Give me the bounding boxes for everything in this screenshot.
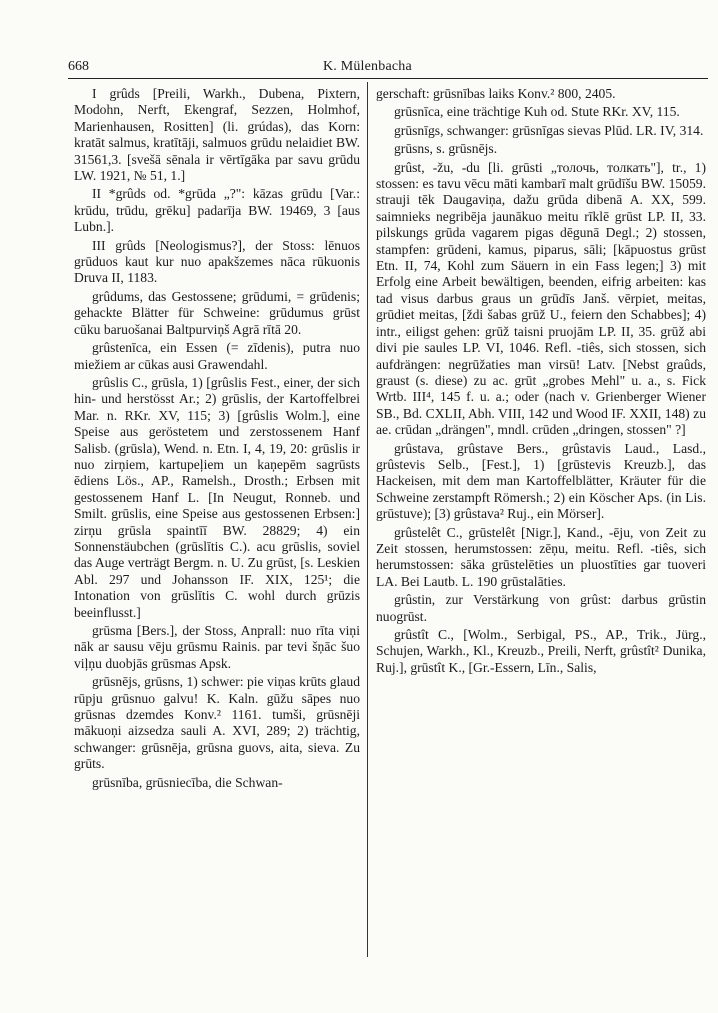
entry-grustelet: grûstelêt C., grūstelêt [Nigr.], Kand., -ēju, von Zeit zu Zeit stossen, herumstossen: zēņu, meitu. Refl. -tiês, sich herumstossen: sāka grūstelēties un pluostīties gar tuoveri LA. Bei Lautb. L. 190 grūstalāties. <box>376 524 706 589</box>
entry-grusnejs: grūsnējs, grūsns, 1) schwer: pie viņas krūts glaud rūpju grūsnuo galvu! K. Kaln. gūžu sāpes nuo grūsnas dzemdes Konv.² 1161. tumši, grūsnēji mākuoņi aizsedza sauli A. XVI, 289; 2) trächtig, schwanger: grūsnēja, grūsna guovs, aita, sieva. Zu grūts. <box>74 674 360 772</box>
entry-grust: grûst, -žu, -du [li. grūsti „толочь, толкать"], tr., 1) stossen: es tavu vēcu māti kambarī malt grūdīšu BW. 15059. strauji tēk Daugaviņa, dažu grūda dibenā A. XX, 599. saimnieks negribēja jaunākuo meitu rīklē grūst LP. II, 33. pilskungs grūda vagarem pigas dēgunā Degl.; 2) stossen, stampfen: grūdeni, kamus, piparus, sāli; [kāpuostus grūst Etn. II, 74, Kohl zum Säuern in ein Fass legen;] 3) mit Erfolg eine Arbeit bewältigen, beenden, eifrig arbeiten: kas tad visus darbus graus un grūdīs Janš. vērpiet, meitas, grūdiet meitas, [ždi šabas grūž U., feiern den Schabbes]; 4) intr., eiligst gehen: grūž taisni pruojām LP. II, 35. grūž abi divi pie saules LP. VI, 1046. Refl. -tiês, sich stossen, sich aufdrängen: negrūžaties man virsū! Latv. [Nebst graûds, graust (s. diese) zu ac. grūt „grobes Mehl" u. a., s. Fick Wrtb. III⁴, 145 f. u. a.; oder (nach v. Grienberger Wiener SB., Bd. CXLII, Abh. VIII, 142 und Wood IF. XXII, 148) zu ae. crūdan „drängen", mndl. crūden „dringen, stossen" ?] <box>376 159 706 438</box>
entry-grusma: grūsma [Bers.], der Stoss, Anprall: nuo rīta viņi nāk ar sausu vēju grūsmu Rainis. par tevi šņāc šuo viļņu duobjās grūsmas Apsk. <box>74 623 360 671</box>
entry-i-gruds: I grûds [Preili, Warkh., Dubena, Pixtern, Modohn, Nerft, Ekengraf, Sezzen, Holmhof, Marienhausen, Rositten] (li. grúdas), das Korn: kratāt salmus, kratītāji, salmuos grūdu nelaidiet BW. 31561,3. [svešā sēnala ir vērtīgāka par savu grūdu LW. 1921, № 51, 1.] <box>74 86 360 184</box>
entry-grustenica: grûstenīca, ein Essen (= zīdenis), putra nuo miežiem ar cūkas ausi Grawendahl. <box>74 340 360 372</box>
entry-grusns: grūsns, s. grūsnējs. <box>394 141 498 157</box>
entry-grusnigs: grūsnīgs, schwanger: grūsnīgas sievas Plūd. LR. IV, 314. <box>394 122 704 138</box>
running-title: K. Mülenbacha <box>323 59 412 74</box>
entry-grusniba: grūsnība, grūsniecība, die Schwan- <box>92 774 283 790</box>
page-header <box>68 57 698 77</box>
entry-iii-gruds: III grûds [Neologismus?], der Stoss: lēnuos grūduos kaut kur nuo apakšzemes nāca rūkuonis Druva II, 1183. <box>74 237 360 286</box>
entry-grudums: grûdums, das Gestossene; grūdumi, = grūdenis; gehackte Blätter für Schweine: grūdumus grūst cūku baruošanai Baltpurviņš Agrā rītā 20. <box>74 288 360 337</box>
right-column <box>376 86 706 678</box>
entry-grusnica: grūsnīca, eine trächtige Kuh od. Stute RKr. XV, 115. <box>394 104 680 120</box>
entry-grustin: grûstin, zur Verstärkung von grûst: darbus grūstin nuogrūst. <box>376 592 706 624</box>
entry-ii-gruds: II *grûds od. *grūda „?": kāzas grūdu [Var.: krūdu, trūdu, grēku] padarīja BW. 19469, 3 [aus Lubn.]. <box>74 186 360 235</box>
entry-grustava: grûstava, grûstave Bers., grûstavis Laud., Lasd., grûstevis Selb., [Fest.], 1) [grūstevis Kreuzb.], das Hackeisen, mit dem man Kartoffelblätter, Kräuter für die Schweine zerstampft Römersh.; 2) ein Köscher Aps. (in Lis. grūstuve); [3) grûstava² Ruj., ein Mörser]. <box>376 440 706 522</box>
left-column <box>74 86 360 793</box>
entry-continuation: gerschaft: grūsnības laiks Konv.² 800, 2405. <box>376 86 616 101</box>
column-divider <box>367 82 368 957</box>
entry-grustit: grûstît C., [Wolm., Serbigal, PS., AP., Trik., Jürg., Schujen, Warkh., Kl., Kreuzb., Preili, Nerft, grûstît² Dunika, Ruj.], grūstît K., [Gr.-Essern, Līn., Salis, <box>376 627 706 675</box>
entry-gruslis: grûslis C., grūsla, 1) [grûslis Fest., einer, der sich hin- und herstösst Ar.; 2) grūslis, der Kartoffelbrei Mar. n. RKr. XV, 115; 3) [grûslis Wolm.], eine Speise aus geröstetem und zerstossenem Hanf Salisb. (grūsla), Wend. n. Etn. I, 4, 19, 20: grūslis ir nuo zirņiem, kartupeļiem un kaņepēm sagrūsts ēdiens Lös., AP., Ramelsh., Drosth.; Erbsen mit gestossenem Hanf L. [In Neugut, Ronneb. und Smilt. grūslis, eine Speise aus gestossenen Erbsen:] zirņu grūsla spaintīī BW. 28829; 4) ein Sonnenstäubchen (grūslītis C.). acu grūslis, soviel das Auge verträgt Bergm. n. U. Zu grūst, [s. Leskien Abl. 297 und Johansson IF. XIX, 125¹; die Intonation von grūslītis C. wohl durch grūzis beeinflusst.] <box>74 374 360 620</box>
header-rule <box>68 78 708 79</box>
page-number: 668 <box>68 59 89 74</box>
